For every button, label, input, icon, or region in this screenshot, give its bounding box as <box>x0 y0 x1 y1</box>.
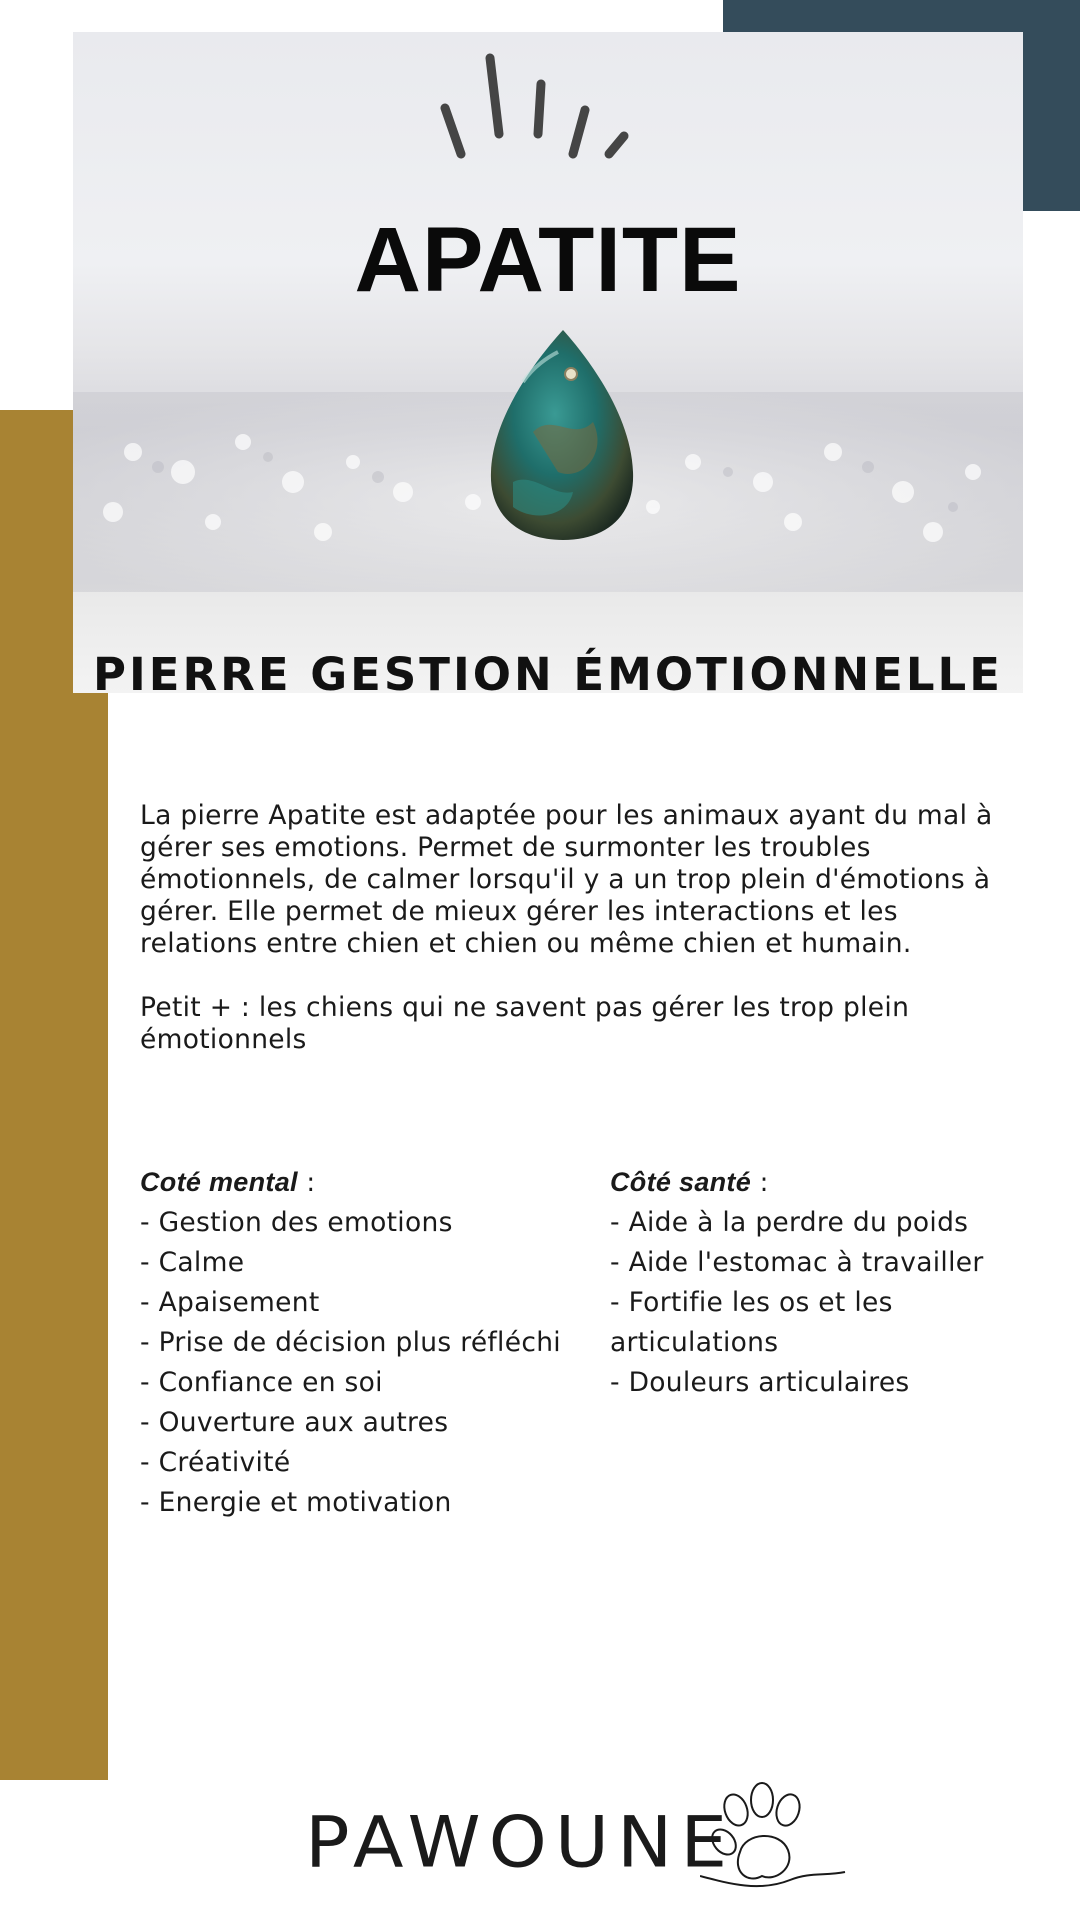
list-item: - Aide l'estomac à travailler <box>610 1247 984 1278</box>
sante-heading: Côté santé <box>610 1167 752 1197</box>
hero-banner <box>73 32 1023 693</box>
list-item: - Calme <box>140 1247 245 1278</box>
apatite-gem-icon <box>473 322 653 552</box>
list-item: - Aide à la perdre du poids <box>610 1207 969 1238</box>
sante-list <box>610 1203 1050 1403</box>
intro-paragraph: La pierre Apatite est adaptée pour les animaux ayant du mal à gérer ses emotions. Permet de surmonter les troubles émotionnels, de calmer lorsqu'il y a un trop plein d'émotions à gérer. Elle permet de mieux gérer les interactions et les relations entre chien et chien ou même chien et humain. <box>140 800 993 959</box>
brand-name: PAWOUNE <box>305 1802 736 1884</box>
sante-column <box>610 1162 1050 1403</box>
list-item: - Créativité <box>140 1447 291 1478</box>
stone-subtitle: PIERRE GESTION ÉMOTIONNELLE <box>93 648 1003 693</box>
brand-logo <box>250 1780 850 1900</box>
sante-heading-colon: : <box>751 1168 769 1198</box>
intro-tip: Petit + : les chiens qui ne savent pas gérer les trop plein émotionnels <box>140 992 910 1055</box>
list-item: - Energie et motivation <box>140 1487 452 1518</box>
list-item: - Fortifie les os et les articulations <box>610 1287 893 1358</box>
paw-icon <box>700 1780 850 1900</box>
mental-heading: Coté mental <box>140 1167 298 1197</box>
list-item: - Prise de décision plus réfléchi <box>140 1327 561 1358</box>
mental-column <box>140 1162 570 1523</box>
sante-heading-line <box>610 1162 1050 1203</box>
intro-text <box>140 800 1020 1088</box>
list-item: - Ouverture aux autres <box>140 1407 449 1438</box>
list-item: - Gestion des emotions <box>140 1207 453 1238</box>
list-item: - Douleurs articulaires <box>610 1367 910 1398</box>
shine-rays-decoration <box>433 50 673 200</box>
mental-list <box>140 1203 570 1523</box>
list-item: - Apaisement <box>140 1287 320 1318</box>
list-item: - Confiance en soi <box>140 1367 383 1398</box>
mental-heading-line <box>140 1162 570 1203</box>
stone-title: APATITE <box>354 209 742 311</box>
mental-heading-colon: : <box>297 1168 316 1198</box>
